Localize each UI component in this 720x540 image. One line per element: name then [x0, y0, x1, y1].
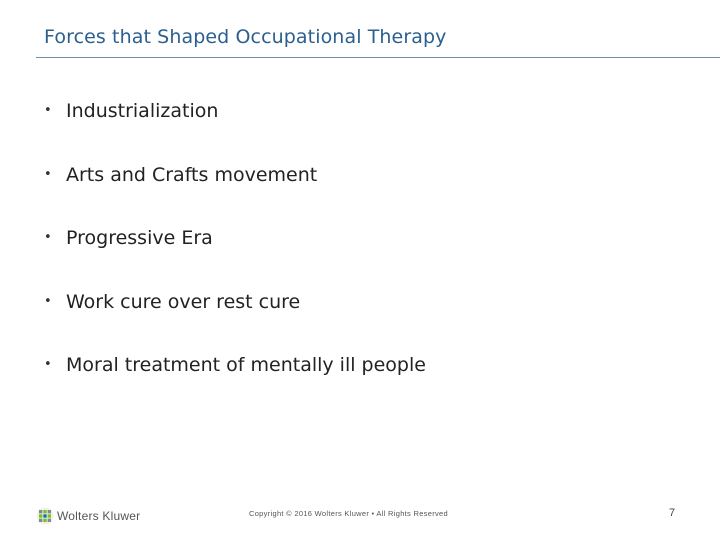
bullet-text: Moral treatment of mentally ill people	[66, 354, 426, 376]
title-divider	[36, 57, 720, 58]
bullet-text: Industrialization	[66, 100, 219, 122]
page-number: 7	[669, 507, 676, 519]
bullet-text: Progressive Era	[66, 227, 213, 249]
wolters-kluwer-logo-icon	[36, 507, 54, 525]
copyright-notice: Copyright © 2016 Wolters Kluwer • All Rights Reserved	[249, 509, 448, 518]
brand-name: Wolters Kluwer	[57, 509, 141, 523]
bullet-text: Arts and Crafts movement	[66, 163, 318, 186]
bullet-marker: •	[44, 103, 52, 118]
bullet-marker: •	[44, 293, 52, 309]
slide-title: Forces that Shaped Occupational Therapy	[44, 26, 447, 48]
bullet-text: Work cure over rest cure	[66, 290, 301, 313]
footer-logo	[36, 506, 140, 526]
bullet-marker: •	[44, 230, 52, 245]
bullet-marker: •	[44, 357, 52, 372]
bullet-marker: •	[44, 166, 52, 182]
